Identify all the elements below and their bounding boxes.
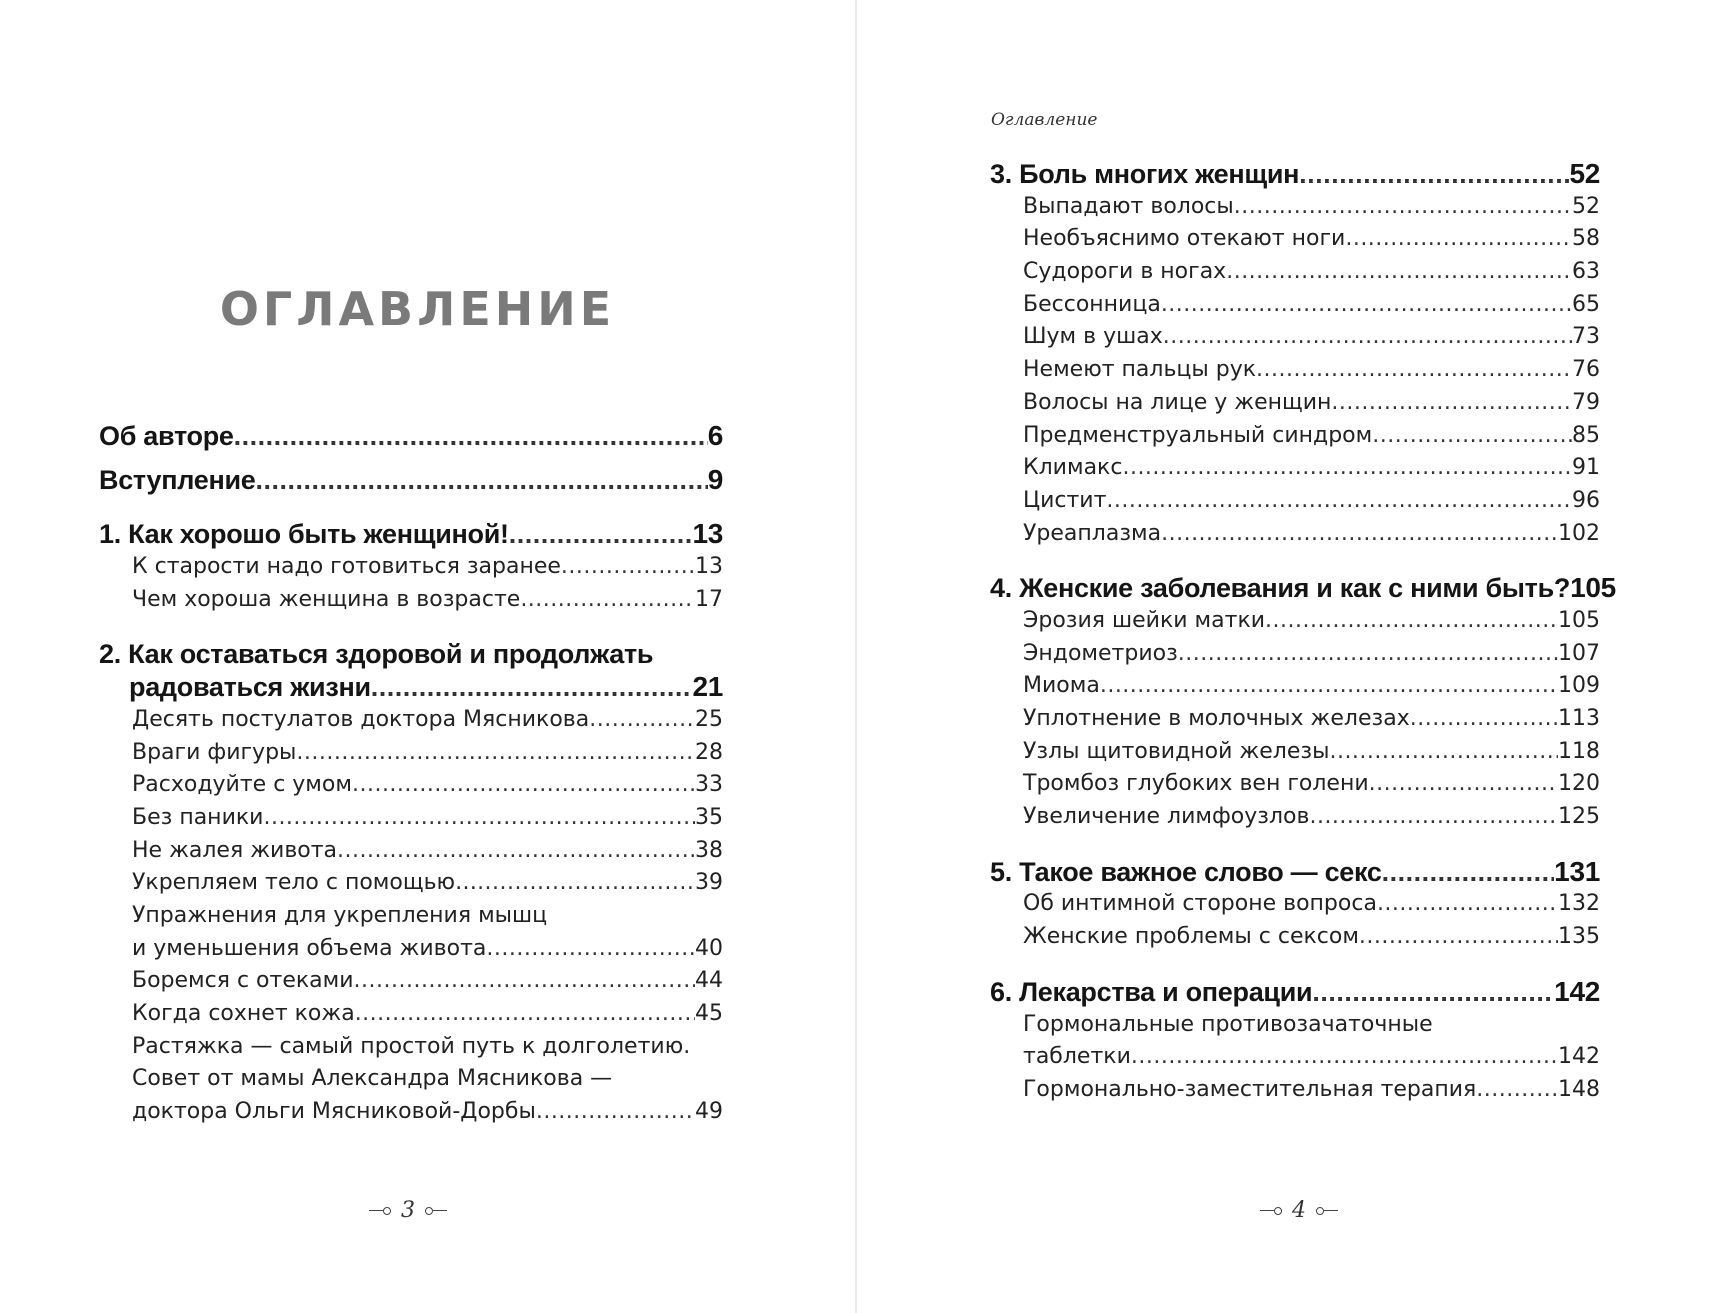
toc-page-number: 142 bbox=[1554, 975, 1600, 1007]
toc-section[interactable] bbox=[990, 736, 1600, 769]
dot-leader bbox=[371, 671, 693, 704]
dot-leader bbox=[486, 933, 695, 966]
dot-leader bbox=[1106, 485, 1572, 518]
dot-leader bbox=[355, 998, 695, 1031]
dot-leader bbox=[234, 420, 708, 453]
toc-entry-label: Выпадают волосы bbox=[1023, 193, 1234, 219]
page-title: ОГЛАВЛЕНИЕ bbox=[219, 282, 616, 336]
toc-page-number: 96 bbox=[1572, 487, 1600, 513]
toc-entry-label: Эндометриоз bbox=[1023, 640, 1178, 666]
toc-page-number: 65 bbox=[1572, 291, 1600, 317]
toc-entry-label: Уреаплазма bbox=[1023, 520, 1162, 546]
dot-leader bbox=[1299, 158, 1569, 191]
toc-page-number: 118 bbox=[1558, 738, 1600, 764]
toc-chapter[interactable] bbox=[990, 572, 1616, 605]
toc-entry-label: Гормонально-заместительная терапия bbox=[1023, 1076, 1477, 1102]
toc-page-number: 49 bbox=[695, 1099, 723, 1125]
toc-entry-label: Чем хороша женщина в возрасте bbox=[132, 586, 521, 612]
toc-entry-label: и уменьшения объема живота bbox=[132, 935, 487, 961]
toc-chapter-continued[interactable] bbox=[99, 671, 723, 704]
dot-leader bbox=[477, 867, 695, 900]
toc-page-number: 40 bbox=[695, 935, 723, 961]
toc-entry-label: Об интимной стороне вопроса bbox=[1023, 891, 1377, 917]
toc-page-number: 73 bbox=[1572, 324, 1600, 350]
dot-leader bbox=[1256, 354, 1572, 387]
toc-chapter[interactable] bbox=[99, 638, 723, 671]
dot-leader bbox=[589, 704, 695, 737]
toc-page-number: 38 bbox=[695, 837, 723, 863]
toc-page-number: 9 bbox=[707, 463, 723, 495]
toc-entry-label: 3. Боль многих женщин bbox=[990, 159, 1300, 189]
toc-entry-label: 6. Лекарства и операции bbox=[990, 976, 1313, 1007]
toc-entry-label: Необъяснимо отекают ноги bbox=[1023, 226, 1346, 252]
toc-section[interactable] bbox=[99, 802, 723, 835]
toc-section[interactable] bbox=[99, 1031, 723, 1064]
toc-page-number: 131 bbox=[1554, 855, 1600, 887]
toc-entry[interactable] bbox=[99, 464, 723, 497]
dot-leader bbox=[1329, 736, 1558, 769]
toc-chapter[interactable] bbox=[99, 518, 723, 551]
toc-section[interactable] bbox=[990, 518, 1600, 551]
toc-section[interactable] bbox=[99, 900, 723, 933]
toc-section-continued[interactable] bbox=[99, 1096, 723, 1129]
toc-section[interactable] bbox=[99, 704, 723, 737]
dot-leader bbox=[337, 835, 695, 868]
ornament-right-icon bbox=[425, 1206, 447, 1216]
toc-page-number: 63 bbox=[1572, 259, 1600, 285]
toc-page-number: 28 bbox=[695, 739, 723, 765]
toc-entry-label: Гормональные противозачаточные bbox=[1023, 1011, 1433, 1037]
page-number bbox=[1260, 1198, 1338, 1223]
toc-section[interactable] bbox=[990, 703, 1600, 736]
toc-section[interactable] bbox=[99, 584, 723, 617]
toc-entry-label: радоваться жизни bbox=[129, 672, 371, 703]
toc-entry-label: Бессонница bbox=[1023, 291, 1161, 317]
dot-leader bbox=[1226, 256, 1572, 289]
toc-entry-label: Об авторе bbox=[99, 421, 234, 451]
toc-section[interactable] bbox=[990, 485, 1600, 518]
toc-list bbox=[99, 420, 723, 1129]
toc-entry-label: 5. Такое важное слово — секс bbox=[990, 856, 1382, 887]
toc-entry-label: Боремся с отеками bbox=[132, 968, 354, 994]
toc-entry-label: Враги фигуры bbox=[132, 739, 297, 765]
toc-entry-label: 1. Как хорошо быть женщиной! bbox=[99, 519, 509, 550]
toc-page-number: 107 bbox=[1558, 640, 1600, 666]
toc-entry-label: Вступление bbox=[99, 464, 256, 495]
toc-page-number: 135 bbox=[1558, 924, 1600, 950]
toc-page-number: 35 bbox=[695, 804, 723, 830]
dot-leader bbox=[352, 769, 695, 802]
toc-section[interactable] bbox=[990, 888, 1600, 921]
dot-leader bbox=[1131, 1041, 1558, 1074]
toc-page-number: 105 bbox=[1570, 572, 1616, 604]
toc-chapter[interactable] bbox=[990, 856, 1600, 889]
dot-leader bbox=[263, 802, 695, 835]
toc-page-number: 105 bbox=[1558, 607, 1600, 633]
dot-leader bbox=[1100, 670, 1558, 703]
toc-section[interactable] bbox=[990, 768, 1600, 801]
toc-entry-label: К старости надо готовиться заранее bbox=[132, 554, 561, 580]
toc-page-number: 25 bbox=[695, 706, 723, 732]
toc-entry-label: Волосы на лице у женщин bbox=[1023, 389, 1332, 415]
dot-leader bbox=[1122, 452, 1572, 485]
toc-page-number: 13 bbox=[695, 554, 723, 580]
toc-section[interactable] bbox=[990, 321, 1600, 354]
toc-page-number: 120 bbox=[1558, 771, 1600, 797]
dot-leader bbox=[354, 965, 695, 998]
toc-page-number: 21 bbox=[692, 671, 723, 703]
ornament-right-icon bbox=[1316, 1206, 1338, 1216]
toc-section[interactable] bbox=[990, 191, 1600, 224]
dot-leader bbox=[1369, 768, 1558, 801]
toc-section[interactable] bbox=[99, 835, 723, 868]
toc-entry-label: 2. Как оставаться здоровой и продолжать bbox=[99, 639, 654, 670]
folio-number: 3 bbox=[401, 1198, 415, 1223]
toc-entry-label: таблетки bbox=[1023, 1044, 1131, 1070]
dot-leader bbox=[1265, 605, 1558, 638]
toc-section[interactable] bbox=[990, 354, 1600, 387]
toc-entry-label: Узлы щитовидной железы bbox=[1023, 738, 1330, 764]
dot-leader bbox=[1359, 921, 1558, 954]
toc-page-number: 113 bbox=[1558, 706, 1600, 731]
toc-chapter[interactable] bbox=[990, 976, 1600, 1009]
toc-section-continued[interactable] bbox=[99, 1063, 723, 1096]
toc-page-number: 52 bbox=[1569, 158, 1600, 189]
toc-page-number: 58 bbox=[1572, 226, 1600, 252]
dot-leader bbox=[1178, 638, 1558, 671]
dot-leader bbox=[1410, 703, 1558, 736]
toc-page-number: 52 bbox=[1572, 193, 1600, 219]
toc-page-number: 91 bbox=[1572, 455, 1600, 481]
toc-page-number: 142 bbox=[1558, 1044, 1600, 1070]
toc-page-number: 17 bbox=[695, 586, 723, 612]
toc-section[interactable] bbox=[99, 965, 723, 998]
toc-entry-label: Женские проблемы с сексом bbox=[1023, 924, 1359, 950]
toc-entry-label: Растяжка — самый простой путь к долголетию. bbox=[132, 1033, 691, 1059]
toc-section[interactable] bbox=[990, 387, 1600, 420]
toc-entry-label: Уплотнение в молочных железах bbox=[1023, 706, 1410, 731]
toc-page-number: 76 bbox=[1572, 357, 1600, 383]
running-head: Оглавление bbox=[991, 110, 1098, 130]
toc-page-number: 79 bbox=[1572, 389, 1600, 415]
toc-section[interactable] bbox=[990, 289, 1600, 322]
toc-entry-label: Упражнения для укрепления мышц bbox=[132, 902, 548, 928]
dot-leader bbox=[1382, 856, 1555, 889]
dot-leader bbox=[561, 551, 695, 584]
toc-entry-label: Совет от мамы Александра Мясникова — bbox=[132, 1066, 613, 1092]
dot-leader bbox=[509, 518, 693, 551]
toc-section-continued[interactable] bbox=[99, 933, 723, 966]
dot-leader bbox=[1312, 976, 1554, 1009]
toc-section[interactable] bbox=[99, 867, 723, 900]
dot-leader bbox=[1372, 420, 1572, 453]
toc-entry-label: Десять постулатов доктора Мясникова bbox=[132, 706, 590, 732]
toc-page-number: 102 bbox=[1558, 520, 1600, 546]
toc-entry-label: доктора Ольги Мясниковой-Дорбы bbox=[132, 1099, 536, 1125]
toc-section[interactable] bbox=[990, 223, 1600, 256]
dot-leader bbox=[1309, 801, 1558, 834]
toc-page-number: 109 bbox=[1558, 673, 1600, 699]
ornament-left-icon bbox=[1260, 1206, 1282, 1216]
toc-section[interactable] bbox=[990, 801, 1600, 834]
toc-section[interactable] bbox=[99, 737, 723, 770]
toc-page-number: 132 bbox=[1558, 891, 1600, 917]
toc-section[interactable] bbox=[99, 551, 723, 584]
toc-section[interactable] bbox=[990, 256, 1600, 289]
dot-leader bbox=[1234, 191, 1572, 224]
ornament-left-icon bbox=[369, 1206, 391, 1216]
dot-leader bbox=[1163, 321, 1572, 354]
toc-section[interactable] bbox=[990, 420, 1600, 453]
toc-entry-label: Шум в ушах bbox=[1023, 324, 1163, 350]
toc-section[interactable] bbox=[990, 1009, 1600, 1042]
dot-leader bbox=[1377, 888, 1558, 921]
toc-entry-label: Судороги в ногах bbox=[1023, 259, 1227, 285]
toc-page-number: 45 bbox=[695, 1001, 723, 1026]
dot-leader bbox=[536, 1096, 695, 1129]
toc-entry-label: Увеличение лимфоузлов bbox=[1023, 804, 1310, 830]
toc-chapter[interactable] bbox=[990, 158, 1600, 191]
toc-entry-label: 4. Женские заболевания и как с ними быть? bbox=[990, 573, 1571, 604]
toc-entry-label: Не жалея живота bbox=[132, 837, 338, 863]
toc-page-number: 44 bbox=[695, 968, 723, 994]
toc-entry-label: Предменструальный синдром bbox=[1023, 422, 1373, 448]
toc-section[interactable] bbox=[99, 998, 723, 1031]
toc-list bbox=[990, 158, 1616, 1107]
toc-section[interactable] bbox=[99, 769, 723, 802]
toc-section[interactable] bbox=[990, 638, 1600, 671]
toc-section[interactable] bbox=[990, 1074, 1600, 1107]
toc-entry-label: Миома bbox=[1023, 673, 1100, 699]
toc-page-number: 33 bbox=[695, 772, 723, 798]
toc-section-continued[interactable] bbox=[990, 1041, 1600, 1074]
toc-entry-label: Тромбоз глубоких вен голени bbox=[1023, 771, 1369, 797]
toc-entry-label: Расходуйте с умом bbox=[132, 772, 352, 798]
toc-section[interactable] bbox=[990, 452, 1600, 485]
page-number bbox=[369, 1198, 447, 1223]
dot-leader bbox=[1345, 223, 1572, 256]
dot-leader bbox=[520, 584, 695, 617]
toc-entry-label: Немеют пальцы рук bbox=[1023, 357, 1257, 383]
toc-page-number: 85 bbox=[1572, 422, 1600, 448]
dot-leader bbox=[1331, 387, 1572, 420]
dot-leader bbox=[1161, 518, 1558, 551]
folio-number: 4 bbox=[1292, 1198, 1306, 1223]
toc-page-number: 125 bbox=[1558, 804, 1600, 830]
toc-section[interactable] bbox=[990, 670, 1600, 703]
dot-leader bbox=[255, 464, 707, 497]
toc-section[interactable] bbox=[990, 605, 1600, 638]
toc-section[interactable] bbox=[990, 921, 1600, 954]
toc-entry-label: Когда сохнет кожа bbox=[132, 1001, 355, 1026]
toc-page-number: 39 bbox=[695, 870, 723, 896]
toc-entry-label: Без паники bbox=[132, 804, 264, 830]
toc-page-number: 13 bbox=[692, 518, 723, 550]
toc-entry[interactable] bbox=[99, 420, 723, 453]
toc-entry-label: Климакс bbox=[1023, 455, 1123, 481]
dot-leader bbox=[1476, 1074, 1558, 1107]
right-page bbox=[857, 0, 1710, 1313]
toc-page-number: 148 bbox=[1558, 1076, 1600, 1102]
toc-entry-label: Эрозия шейки матки bbox=[1023, 607, 1266, 633]
toc-entry-label: Укрепляем тело с помощью… bbox=[132, 870, 478, 896]
toc-page-number: 6 bbox=[707, 420, 723, 451]
toc-entry-label: Цистит bbox=[1023, 487, 1107, 513]
dot-leader bbox=[296, 737, 695, 770]
dot-leader bbox=[1161, 289, 1572, 322]
